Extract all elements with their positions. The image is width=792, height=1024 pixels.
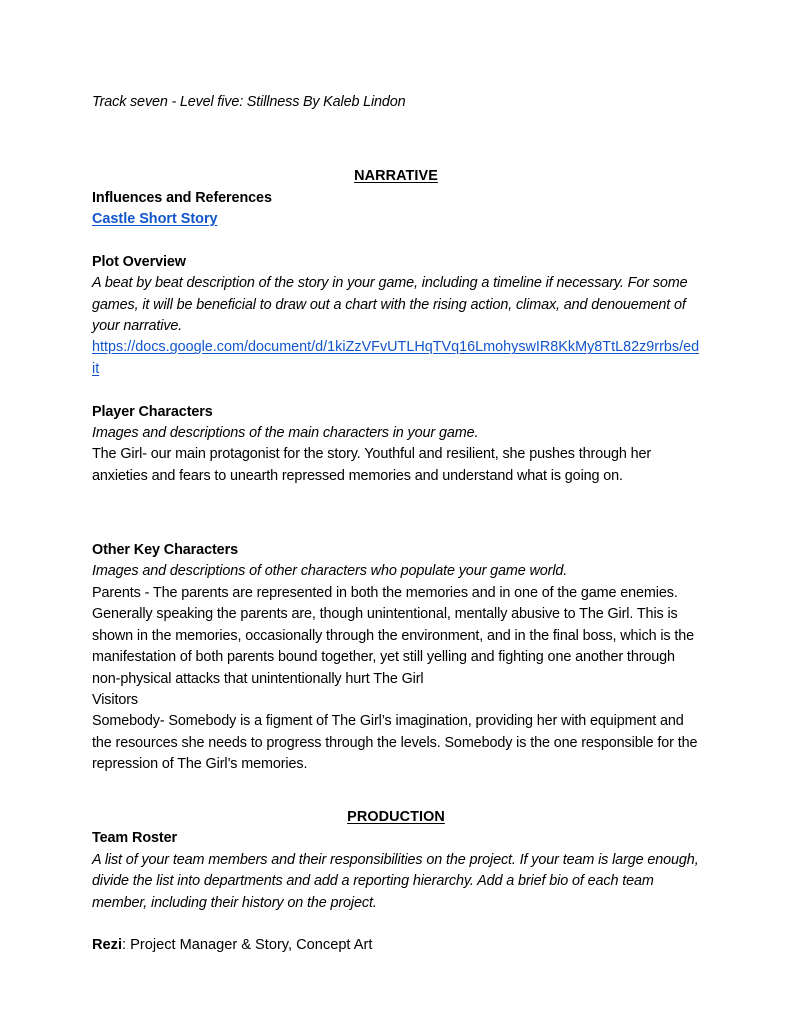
plot-overview-document-link[interactable]: https://docs.google.com/document/d/1kiZzVFvUTLHqTVq16LmohyswIR8KkMy8TtL82z9rrbs/edit [92, 339, 700, 377]
subheading-other-key-characters: Other Key Characters [92, 542, 238, 559]
spacer [92, 113, 700, 156]
document-content [92, 92, 700, 957]
other-key-characters-paragraph-visitors: Visitors [92, 691, 138, 708]
team-roster-description: A list of your team members and their responsibilities on the project. If your team is large enough, divide the list into departments and add a reporting hierarchy. Add a brief bio of each team member, including their history on the project. [92, 851, 699, 911]
section-heading-production: PRODUCTION [347, 808, 445, 825]
subheading-team-roster: Team Roster [92, 830, 178, 847]
castle-short-story-link[interactable]: Castle Short Story [92, 211, 218, 228]
player-characters-description: Images and descriptions of the main characters in your game. [92, 425, 479, 442]
subheading-influences-and-references: Influences and References [92, 189, 272, 206]
team-member-roles: : Project Manager & Story, Concept Art [122, 937, 373, 954]
spacer [92, 230, 700, 251]
spacer [92, 530, 700, 540]
team-roster-entry [92, 935, 700, 956]
document-header-line: Track seven - Level five: Stillness By Kaleb Lindon [92, 94, 406, 110]
other-key-characters-paragraph-parents: Parents - The parents are represented in both the memories and in one of the game enemies. Generally speaking the parents are, though unintentional, mentally abusive to The Girl. This is shown in the memories, occasionally through the environment, and in the final boss, which is the manifestation of both parents bound together, yet still yelling and fighting one another through non-physical attacks that unintentionally hurt The Girl [92, 584, 695, 687]
spacer [92, 776, 700, 797]
spacer [92, 156, 700, 166]
team-member-name: Rezi [92, 937, 123, 954]
subheading-player-characters: Player Characters [92, 403, 213, 420]
spacer [92, 914, 700, 935]
section-heading-narrative: NARRATIVE [354, 168, 438, 185]
other-key-characters-description: Images and descriptions of other characters who populate your game world. [92, 563, 568, 580]
subheading-plot-overview: Plot Overview [92, 253, 186, 270]
other-key-characters-paragraph-somebody: Somebody- Somebody is a figment of The Girl’s imagination, providing her with equipment and the resources she needs to progress through the levels. Somebody is the one responsible for the repression of The Girl’s memories. [92, 713, 698, 773]
player-characters-body: The Girl- our main protagonist for the story. Youthful and resilient, she pushes through her anxieties and fears to unearth repressed memories and understand what is going on. [92, 446, 652, 484]
spacer [92, 487, 700, 530]
plot-overview-description: A beat by beat description of the story in your game, including a timeline if necessary. For some games, it will be beneficial to draw out a chart with the rising action, climax, and denouement of your narrative. [92, 275, 688, 335]
spacer [92, 797, 700, 807]
spacer [92, 380, 700, 401]
